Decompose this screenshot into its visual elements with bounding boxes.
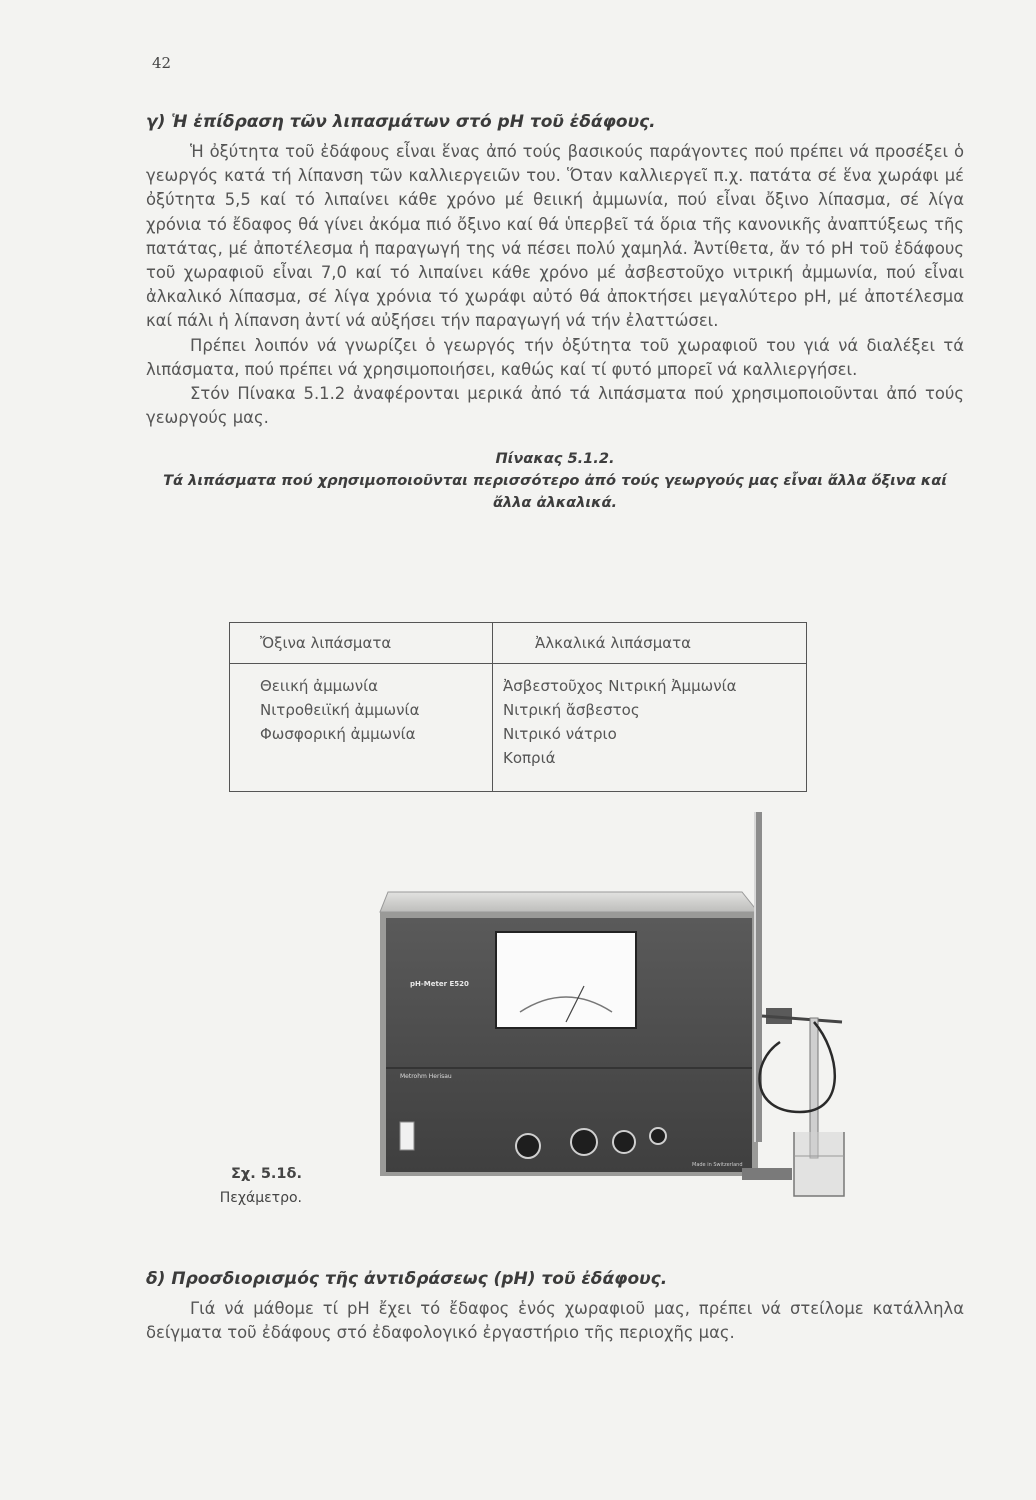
figure-caption xyxy=(178,1162,302,1210)
page-number: 42 xyxy=(152,54,172,72)
paragraph-1: Ἡ ὀξύτητα τοῦ ἐδάφους εἶναι ἕνας ἀπό τούς βασικούς παράγοντες πού πρέπει νά προσέξει ὁ γεωργός κατά τή λίπανση τῶν καλλιεργειῶν του. Ὅταν καλλιεργεῖ π.χ. πατάτα σέ ἕνα χωράφι μέ ὀξύτητα 5,5 καί τό λιπαίνει κάθε χρόνο μέ θειική ἀμμωνία, πού εἶναι ὄξινο λίπασμα, σέ λίγα χρόνια τό ἔδαφος θά γίνει ἀκόμα πιό ὄξινο καί θά ὑπερβεῖ τά ὅρια τῆς κανονικῆς ἀναπτύξεως τῆς πατάτας, μέ ἀποτέλεσμα ἡ παραγωγή της νά πέσει πολύ χαμηλά. Ἀντίθετα, ἄν τό pH τοῦ ἐδάφους τοῦ χωραφιοῦ εἶναι 7,0 καί τό λιπαίνει κάθε χρόνο μέ ἀσβεστοῦχο νιτρική ἀμμωνία, πού εἶναι ἀλκαλικό λίπασμα, σέ λίγα χρόνια τό χωράφι αὐτό θά ἀποκτήσει μεγαλύτερο pH, μέ ἀποτέλεσμα καί πάλι ἡ λίπανση ἀντί νά αὐξήσει τήν παραγωγή νά τήν ἐλαττώσει. xyxy=(146,142,964,331)
section-delta-paragraph: Γιά νά μάθομε τί pH ἔχει τό ἔδαφος ἑνός χωραφιοῦ μας, πρέπει νά στείλομε κατάλληλα δείγματα τοῦ ἐδάφους στό ἐδαφολογικό ἐργαστήριο τῆς περιοχῆς μας. xyxy=(146,1299,964,1343)
section-delta xyxy=(146,1267,964,1345)
section-gamma-heading: γ) Ἡ ἐπίδραση τῶν λιπασμάτων στό pH τοῦ ἐδάφους. xyxy=(146,112,656,132)
table-header-alkaline: Ἀλκαλικά λιπάσματα xyxy=(493,623,807,664)
maker-label: Metrohm Herisau xyxy=(400,1073,452,1080)
section-delta-heading: δ) Προσδιορισμός τῆς ἀντιδράσεως (pH) τοῦ ἐδάφους. xyxy=(146,1269,668,1289)
paragraph-3: Στόν Πίνακα 5.1.2 ἀναφέρονται μερικά ἀπό τά λιπάσματα πού χρησιμοποιοῦνται ἀπό τούς γεωργούς μας. xyxy=(146,384,964,428)
origin-label: Made in Switzerland xyxy=(692,1162,743,1168)
fertilizer-table xyxy=(229,622,807,792)
device-label: pH-Meter E520 xyxy=(410,980,469,988)
ph-meter-illustration xyxy=(370,812,848,1204)
figure-caption-text: Πεχάμετρο. xyxy=(219,1190,302,1206)
table-header-acid: Ὄξινα λιπάσματα xyxy=(230,623,493,664)
list-item: Φωσφορική ἀμμωνία xyxy=(260,725,416,743)
list-item: Ἀσβεστοῦχος Νιτρική Ἀμμωνία xyxy=(503,677,737,695)
ph-meter-photo xyxy=(370,812,848,1204)
table-caption: Τά λιπάσματα πού χρησιμοποιοῦνται περισσότερο ἀπό τούς γεωργούς μας εἶναι ἄλλα ὄξινα καί ἄλλα ἀλκαλικά. xyxy=(163,472,947,512)
list-item: Νιτροθειϊκή ἀμμωνία xyxy=(260,701,420,719)
stand-rod-highlight xyxy=(754,812,756,1142)
section-gamma xyxy=(146,110,964,514)
beaker xyxy=(794,1132,844,1196)
acid-fertilizers-cell xyxy=(230,664,493,792)
knob-small xyxy=(650,1128,666,1144)
knob-center xyxy=(571,1129,597,1155)
knob-left xyxy=(516,1134,540,1158)
stand-base xyxy=(742,1168,792,1180)
alkaline-fertilizers-cell xyxy=(493,664,807,792)
list-item: Θειική ἀμμωνία xyxy=(260,677,379,695)
electrode-cable xyxy=(760,1022,835,1112)
knob-right xyxy=(613,1131,635,1153)
meter-window xyxy=(496,932,636,1028)
paragraph-2: Πρέπει λοιπόν νά γνωρίζει ὁ γεωργός τήν ὀξύτητα τοῦ χωραφιοῦ του γιά νά διαλέξει τά λιπάσματα, πού πρέπει νά χρησιμοποιήσει, καθώς καί τί φυτό μπορεῖ νά καλλιεργήσει. xyxy=(146,335,964,379)
list-item: Κοπριά xyxy=(503,749,556,767)
case-top xyxy=(380,892,758,912)
list-item: Νιτρικό νάτριο xyxy=(503,725,617,743)
power-switch xyxy=(400,1122,414,1150)
table-number: Πίνακας 5.1.2. xyxy=(495,450,615,468)
figure-label: Σχ. 5.1δ. xyxy=(231,1166,302,1182)
list-item: Νιτρική ἄσβεστος xyxy=(503,701,640,719)
